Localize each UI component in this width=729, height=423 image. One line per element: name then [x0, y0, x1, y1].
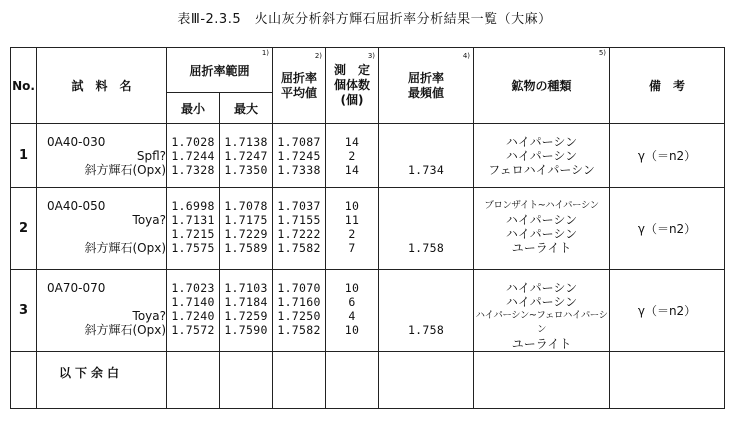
header-no: No. [11, 48, 37, 124]
count-cell [326, 124, 379, 188]
value [379, 199, 473, 213]
mineral-name: フェロハイパーシン [488, 163, 595, 177]
value [379, 213, 473, 227]
value: 1.7138 [224, 135, 268, 149]
value: 1.7215 [171, 227, 215, 241]
end-note: 以下余白 [59, 366, 124, 380]
value: 1.7037 [277, 199, 321, 213]
value: 1.7028 [171, 135, 215, 149]
value: 1.7350 [224, 163, 268, 177]
value: 1.7589 [224, 241, 268, 255]
mineral-name: ハイパーシン~フェロハイパーシン [475, 310, 608, 335]
header-ri-range [167, 48, 273, 93]
sample-name: 0A70-070 [47, 281, 106, 295]
value: 7 [348, 241, 356, 255]
sample-name [37, 295, 166, 309]
value: 1.734 [407, 163, 445, 177]
mineral-name: ブロンザイト~ハイパーシン [484, 200, 599, 211]
value [379, 135, 473, 149]
sample-name: 斜方輝石(Opx) [84, 241, 166, 255]
value: 1.7070 [277, 281, 321, 295]
value: 1.758 [407, 323, 445, 337]
count-cell [326, 188, 379, 270]
ri-mean-cell [273, 188, 326, 270]
ri-min-cell [167, 188, 220, 270]
header-ri-mode [379, 48, 474, 124]
value [379, 149, 473, 163]
remark-cell: γ（＝n2） [610, 188, 725, 270]
value: 1.7160 [277, 295, 321, 309]
mineral-name: ハイパーシン [505, 213, 578, 227]
header-ri-mean [273, 48, 326, 124]
value: 1.7087 [277, 135, 321, 149]
value: 1.7023 [171, 281, 215, 295]
header-ri-range-label: 屈折率範囲 [189, 63, 250, 78]
table-row [11, 270, 725, 352]
value: 10 [344, 323, 360, 337]
mineral-name: ハイパーシン [505, 149, 578, 163]
ri-mean-cell [273, 270, 326, 352]
header-ri-max: 最大 [220, 93, 273, 124]
value: 1.7229 [224, 227, 268, 241]
value: 14 [344, 135, 360, 149]
value: 6 [348, 295, 356, 309]
table-row [11, 124, 725, 188]
value: 1.7184 [224, 295, 268, 309]
value: 14 [344, 163, 360, 177]
value: 1.7259 [224, 309, 268, 323]
value: 1.7338 [277, 163, 321, 177]
sample-names [37, 188, 167, 270]
value: 1.7222 [277, 227, 321, 241]
results-table [10, 47, 725, 409]
value: 1.7582 [277, 241, 321, 255]
ri-mode-cell [379, 124, 474, 188]
sample-name: Toya? [132, 213, 166, 227]
header-ri-range-note: 1) [261, 49, 270, 57]
value: 10 [344, 199, 360, 213]
table-row [11, 352, 725, 409]
empty-cell [326, 352, 379, 409]
value [379, 295, 473, 309]
ri-max-cell [220, 124, 273, 188]
empty-cell [273, 352, 326, 409]
value: 1.7250 [277, 309, 321, 323]
header-mineral-type-note: 5) [598, 49, 607, 57]
value: 2 [348, 227, 356, 241]
header-count [326, 48, 379, 124]
empty-cell [474, 352, 610, 409]
value: 1.7155 [277, 213, 321, 227]
sample-name: 0A40-030 [47, 135, 106, 149]
header-ri-min: 最小 [167, 93, 220, 124]
ri-max-cell [220, 188, 273, 270]
value: 1.7328 [171, 163, 215, 177]
value: 1.758 [407, 241, 445, 255]
header-ri-mean-note: 2) [314, 52, 323, 60]
header-ri-mean-label: 屈折率 平均値 [281, 70, 318, 100]
ri-mode-cell [379, 188, 474, 270]
header-remarks: 備 考 [610, 48, 725, 124]
empty-cell [11, 352, 37, 409]
ri-mode-cell [379, 270, 474, 352]
header-mineral-type-label: 鉱物の種類 [511, 79, 572, 93]
value: 1.7103 [224, 281, 268, 295]
row-number: 1 [11, 124, 37, 188]
sample-name: 斜方輝石(Opx) [84, 163, 166, 177]
value: 11 [344, 213, 360, 227]
mineral-name: ハイパーシン [505, 295, 578, 309]
mineral-name: ユーライト [511, 241, 572, 255]
value: 1.7582 [277, 323, 321, 337]
ri-max-cell [220, 270, 273, 352]
mineral-name: ハイパーシン [505, 281, 578, 295]
header-ri-mode-note: 4) [462, 52, 471, 60]
value: 1.7175 [224, 213, 268, 227]
header-sample-name: 試 料 名 [37, 48, 167, 124]
value: 1.7244 [171, 149, 215, 163]
ri-min-cell [167, 270, 220, 352]
value [379, 309, 473, 323]
sample-name: 斜方輝石(Opx) [84, 323, 166, 337]
empty-cell [379, 352, 474, 409]
value: 1.7247 [224, 149, 268, 163]
sample-name: Toya? [132, 309, 166, 323]
value: 1.7131 [171, 213, 215, 227]
sample-name: Spfl? [136, 149, 166, 163]
mineral-name: ハイパーシン [505, 135, 578, 149]
header-count-note: 3) [367, 52, 376, 60]
empty-cell [610, 352, 725, 409]
mineral-name: ユーライト [511, 337, 572, 351]
mineral-cell [474, 270, 610, 352]
ri-mean-cell [273, 124, 326, 188]
header-ri-mode-label: 屈折率 最頻値 [408, 70, 445, 100]
value [379, 281, 473, 295]
table-row [11, 188, 725, 270]
value: 1.7245 [277, 149, 321, 163]
mineral-cell [474, 188, 610, 270]
count-cell [326, 270, 379, 352]
sample-names [37, 124, 167, 188]
empty-cell [220, 352, 273, 409]
value: 1.6998 [171, 199, 215, 213]
value: 4 [348, 309, 356, 323]
sample-name: 0A40-050 [47, 199, 106, 213]
sample-name [37, 227, 166, 241]
row-number: 2 [11, 188, 37, 270]
ri-min-cell [167, 124, 220, 188]
sample-names [37, 270, 167, 352]
row-number: 3 [11, 270, 37, 352]
value: 1.7240 [171, 309, 215, 323]
value: 1.7140 [171, 295, 215, 309]
remark-cell: γ（＝n2） [610, 124, 725, 188]
header-count-label: 測 定 個体数 (個) [334, 63, 371, 107]
header-mineral-type [474, 48, 610, 124]
table-title: 表Ⅲ-2.3.5 火山灰分析斜方輝石屈折率分析結果一覧（大麻） [177, 12, 552, 27]
end-note-cell [37, 352, 167, 409]
value: 2 [348, 149, 356, 163]
value: 10 [344, 281, 360, 295]
value: 1.7575 [171, 241, 215, 255]
empty-cell [167, 352, 220, 409]
mineral-name: ハイパーシン [505, 227, 578, 241]
value: 1.7572 [171, 323, 215, 337]
value [379, 227, 473, 241]
mineral-cell [474, 124, 610, 188]
value: 1.7590 [224, 323, 268, 337]
value: 1.7078 [224, 199, 268, 213]
remark-cell: γ（＝n2） [610, 270, 725, 352]
